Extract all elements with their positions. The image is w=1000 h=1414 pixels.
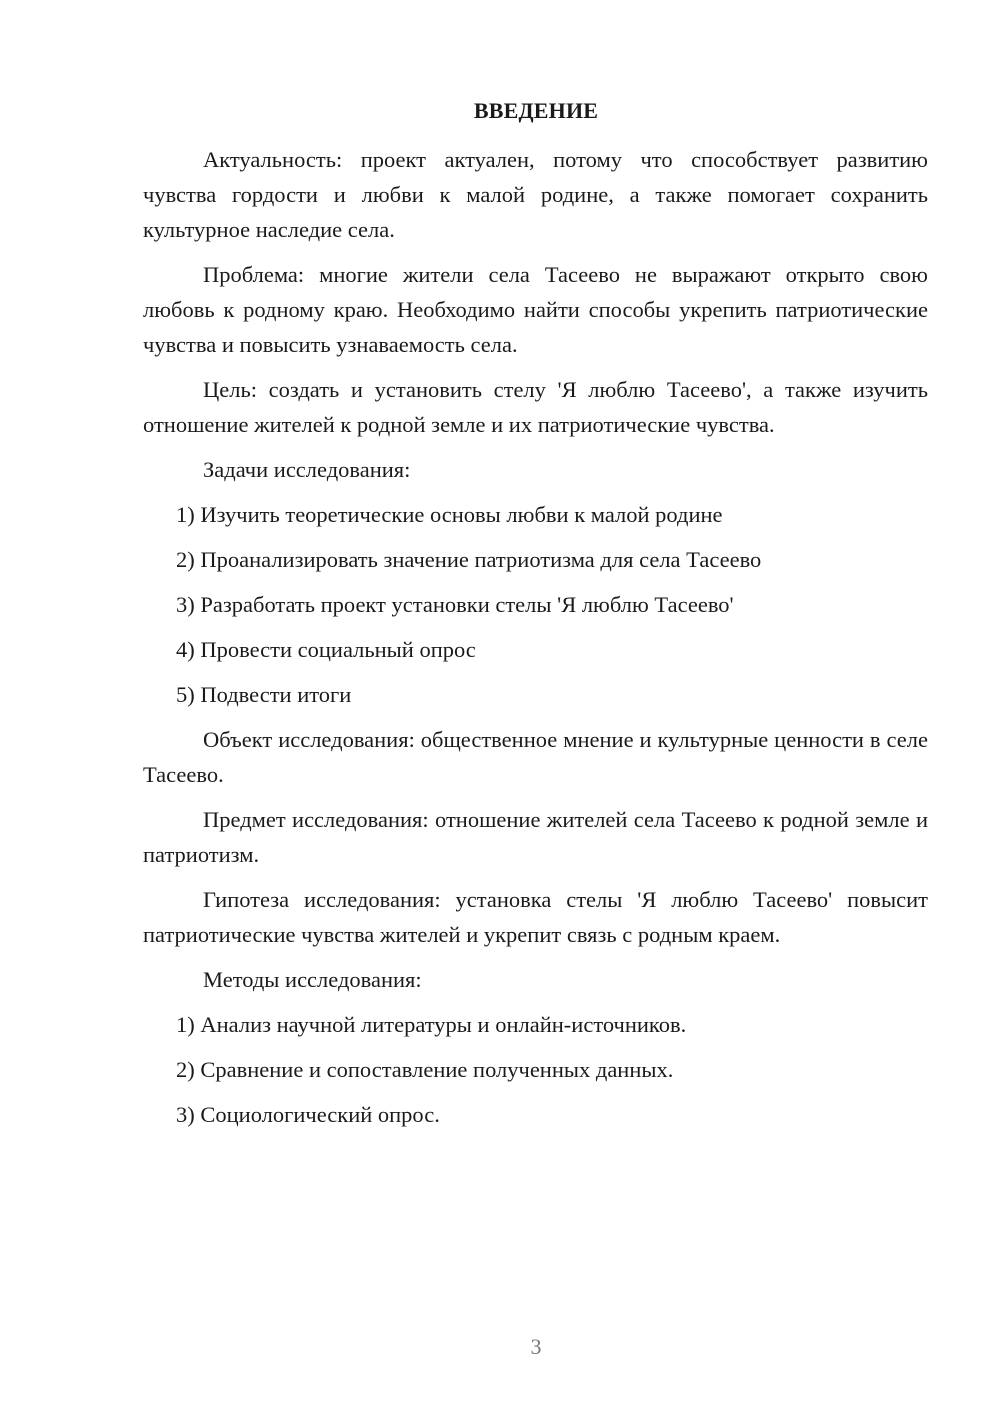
methods-title: Методы исследования: [203,967,422,992]
hypothesis-paragraph: Гипотеза исследования: установка стелы 'Я люблю Тасеево' повысит патриотические чувства жителей и укрепит связь с родным краем. [143,887,928,947]
document-body [143,142,928,1142]
page-title: ВВЕДЕНИЕ [473,98,599,123]
tasks-list [143,497,928,712]
list-item: 1) Изучить теоретические основы любви к малой родине [176,502,723,527]
page-number: 3 [530,1334,542,1359]
list-item: 3) Социологический опрос. [176,1102,440,1127]
list-item: 4) Провести социальный опрос [176,637,476,662]
subject-paragraph: Предмет исследования: отношение жителей села Тасеево к родной земле и патриотизм. [143,807,928,867]
list-item: 1) Анализ научной литературы и онлайн-источников. [176,1012,687,1037]
object-paragraph: Объект исследования: общественное мнение и культурные ценности в селе Тасеево. [143,727,928,787]
goal-paragraph: Цель: создать и установить стелу 'Я люблю Тасеево', а также изучить отношение жителей к родной земле и их патриотические чувства. [143,377,928,437]
list-item: 3) Разработать проект установки стелы 'Я люблю Тасеево' [176,592,734,617]
methods-list [143,1007,928,1132]
problem-paragraph: Проблема: многие жители села Тасеево не выражают открыто свою любовь к родному краю. Необходимо найти способы укрепить патриотические чувства и повысить узнаваемость села. [143,262,928,357]
list-item: 2) Проанализировать значение патриотизма для села Тасеево [176,547,762,572]
tasks-title: Задачи исследования: [203,457,411,482]
list-item: 2) Сравнение и сопоставление полученных данных. [176,1057,674,1082]
list-item: 5) Подвести итоги [176,682,352,707]
relevance-paragraph: Актуальность: проект актуален, потому что способствует развитию чувства гордости и любви к малой родине, а также помогает сохранить культурное наследие села. [143,147,928,242]
